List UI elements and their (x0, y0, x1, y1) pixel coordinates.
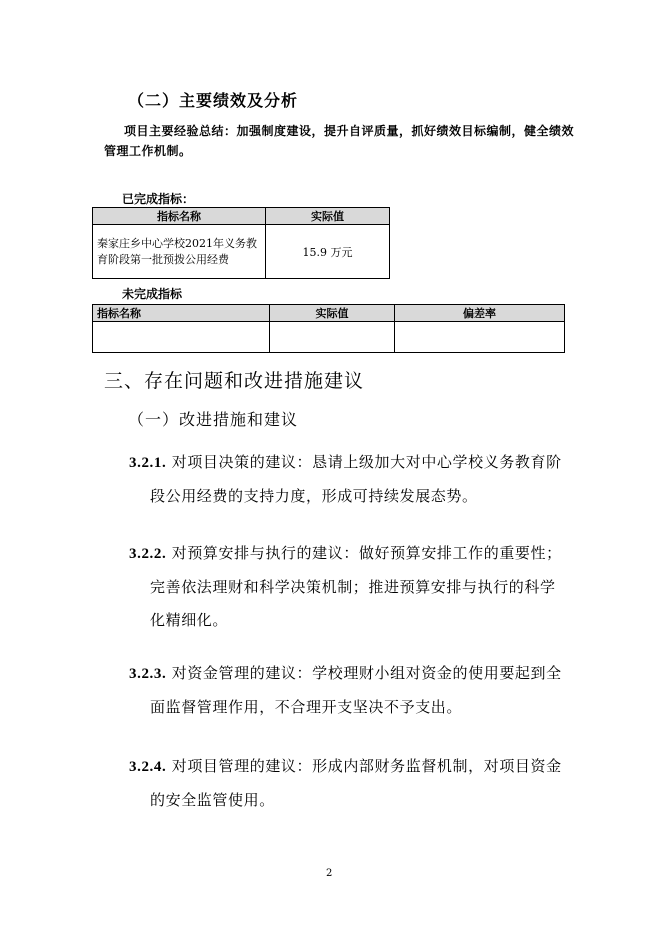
empty-cell (93, 322, 270, 353)
header-indicator-name: 指标名称 (93, 208, 266, 225)
suggestion-number: 3.2.4. (129, 759, 167, 775)
header-actual-value: 实际值 (266, 208, 390, 225)
suggestion-item (129, 446, 569, 513)
section-heading-problems-and-suggestions: 三、存在问题和改进措施建议 (104, 370, 365, 392)
completed-indicators-table (92, 207, 390, 279)
suggestion-text-line: 对项目管理的建议：形成内部财务监督机制，对项目资金 (171, 757, 562, 775)
experience-summary-line-2: 管理工作机制。 (104, 144, 192, 158)
experience-summary-line-1: 项目主要经验总结：加强制度建设，提升自评质量，抓好绩效目标编制，健全绩效 (124, 124, 575, 138)
header-actual-value: 实际值 (270, 305, 395, 322)
completed-indicator-name-cell: 秦家庄乡中心学校2021年义务教育阶段第一批预拨公用经费 (93, 225, 266, 279)
suggestion-item (129, 537, 569, 637)
section-heading-main-performance: （二）主要绩效及分析 (128, 91, 299, 110)
suggestion-number: 3.2.2. (129, 546, 167, 562)
suggestion-text-line: 的安全监管使用。 (150, 791, 275, 809)
suggestion-text-line: 对预算安排与执行的建议：做好预算安排工作的重要性； (171, 544, 562, 562)
page-number: 2 (326, 868, 333, 879)
suggestion-item (129, 750, 569, 817)
header-deviation-rate: 偏差率 (395, 305, 565, 322)
suggestion-text-line: 面监督管理作用，不合理开支坚决不予支出。 (150, 698, 463, 716)
suggestion-text-line: 完善依法理财和科学决策机制；推进预算安排与执行的科学 (150, 578, 556, 596)
uncompleted-indicators-table (92, 304, 565, 353)
suggestion-number: 3.2.1. (129, 455, 167, 471)
suggestion-text-line: 化精细化。 (150, 611, 229, 629)
completed-actual-value-cell: 15.9 万元 (266, 225, 390, 279)
suggestion-item (129, 657, 569, 724)
suggestion-text-line: 对资金管理的建议：学校理财小组对资金的使用要起到全 (171, 664, 562, 682)
empty-cell (395, 322, 565, 353)
suggestion-number: 3.2.3. (129, 666, 167, 682)
suggestion-text-line: 对项目决策的建议：恳请上级加大对中心学校义务教育阶 (171, 453, 562, 471)
completed-indicators-label: 已完成指标： (122, 192, 195, 206)
subsection-heading-improvement-measures: （一）改进措施和建议 (128, 410, 299, 429)
empty-cell (270, 322, 395, 353)
header-indicator-name: 指标名称 (93, 305, 270, 322)
uncompleted-indicators-label: 未完成指标 (122, 287, 183, 301)
suggestion-text-line: 段公用经费的支持力度，形成可持续发展态势。 (150, 487, 478, 505)
